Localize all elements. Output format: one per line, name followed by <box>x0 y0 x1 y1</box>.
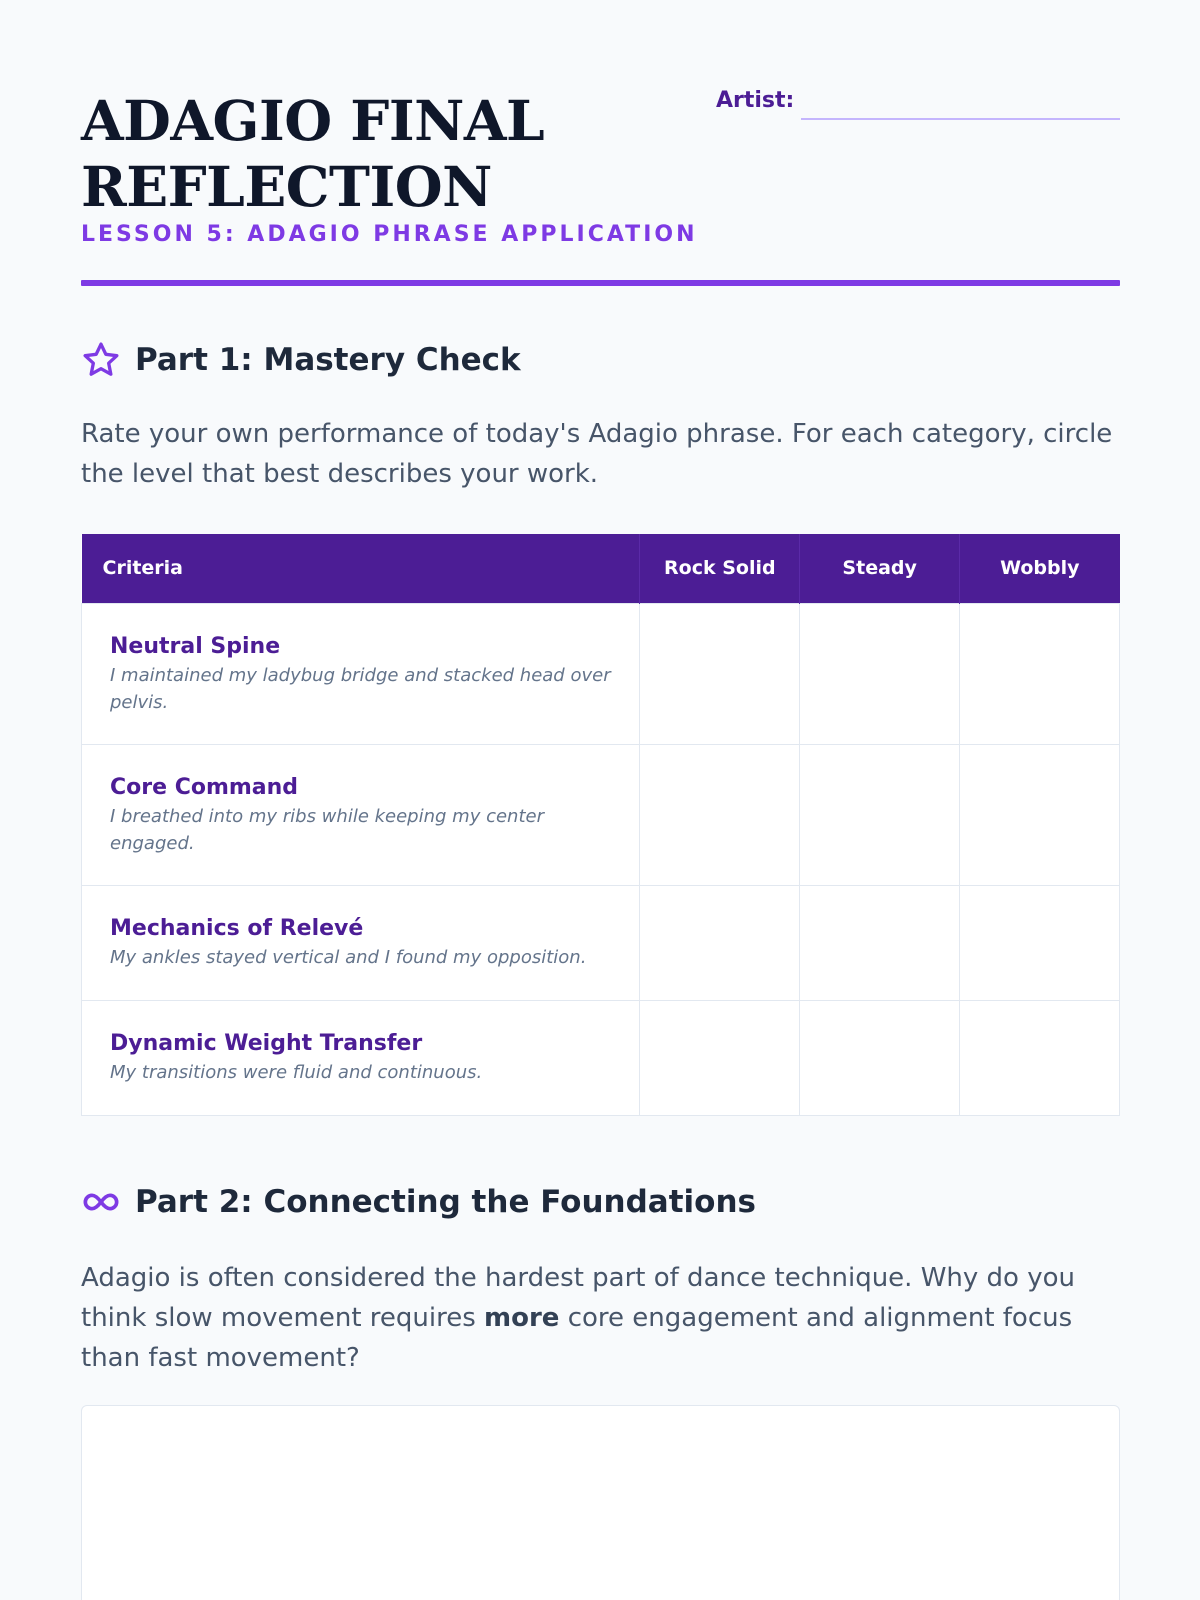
rating-cell-rock-solid[interactable] <box>640 1000 800 1115</box>
rating-cell-steady[interactable] <box>800 885 960 1000</box>
criteria-cell <box>82 603 640 744</box>
criteria-cell <box>82 1000 640 1115</box>
criteria-description: I breathed into my ribs while keeping my center engaged. <box>110 805 544 854</box>
column-header-wobbly: Wobbly <box>960 534 1120 603</box>
artist-label: Artist: <box>716 88 795 113</box>
star-icon <box>81 340 121 380</box>
page-title: ADAGIO FINAL REFLECTION <box>81 88 545 219</box>
rating-cell-steady[interactable] <box>800 603 960 744</box>
part1-heading <box>81 340 521 380</box>
rating-cell-wobbly[interactable] <box>960 885 1120 1000</box>
part2-title: Part 2: Connecting the Foundations <box>135 1184 756 1220</box>
artist-name-line[interactable] <box>801 118 1120 120</box>
part1-title: Part 1: Mastery Check <box>135 342 521 378</box>
rating-cell-rock-solid[interactable] <box>640 603 800 744</box>
header-divider <box>81 280 1120 286</box>
criteria-name: Neutral Spine <box>110 633 281 659</box>
lesson-subtitle: LESSON 5: ADAGIO PHRASE APPLICATION <box>81 222 698 247</box>
rating-cell-wobbly[interactable] <box>960 744 1120 885</box>
rating-cell-wobbly[interactable] <box>960 603 1120 744</box>
column-header-steady: Steady <box>800 534 960 603</box>
rating-cell-steady[interactable] <box>800 744 960 885</box>
column-header-rock-solid: Rock Solid <box>640 534 800 603</box>
criteria-cell <box>82 885 640 1000</box>
table-row <box>82 1000 1120 1115</box>
rating-cell-rock-solid[interactable] <box>640 885 800 1000</box>
criteria-description: My transitions were fluid and continuous. <box>110 1062 483 1083</box>
table-row <box>82 603 1120 744</box>
criteria-description: I maintained my ladybug bridge and stacked head over pelvis. <box>110 664 611 713</box>
mastery-rubric-table <box>81 534 1120 1116</box>
part2-heading <box>81 1182 756 1222</box>
rating-cell-rock-solid[interactable] <box>640 744 800 885</box>
criteria-name: Dynamic Weight Transfer <box>110 1031 423 1056</box>
table-header-row <box>82 534 1120 603</box>
rating-cell-steady[interactable] <box>800 1000 960 1115</box>
question-text-start: Adagio is often considered the hardest part of dance technique. Why do you think slow movement requires <box>81 1263 1075 1333</box>
worksheet-header <box>81 88 1120 288</box>
question-text-end: core engagement and alignment focus than fast movement? <box>81 1303 1073 1373</box>
part1-instructions: Rate your own performance of today's Adagio phrase. For each category, circle the level that best describes your work. <box>81 419 1113 489</box>
answer-box[interactable] <box>81 1405 1120 1600</box>
criteria-name: Core Command <box>110 774 299 800</box>
criteria-name: Mechanics of Relevé <box>110 916 364 941</box>
rating-cell-wobbly[interactable] <box>960 1000 1120 1115</box>
artist-field[interactable] <box>716 88 1120 120</box>
part2-question <box>81 1258 1120 1378</box>
column-header-criteria: Criteria <box>82 534 640 603</box>
criteria-description: My ankles stayed vertical and I found my opposition. <box>110 947 587 968</box>
question-emphasis: more <box>484 1303 560 1333</box>
infinity-icon <box>81 1182 121 1222</box>
table-row <box>82 885 1120 1000</box>
criteria-cell <box>82 744 640 885</box>
table-row <box>82 744 1120 885</box>
